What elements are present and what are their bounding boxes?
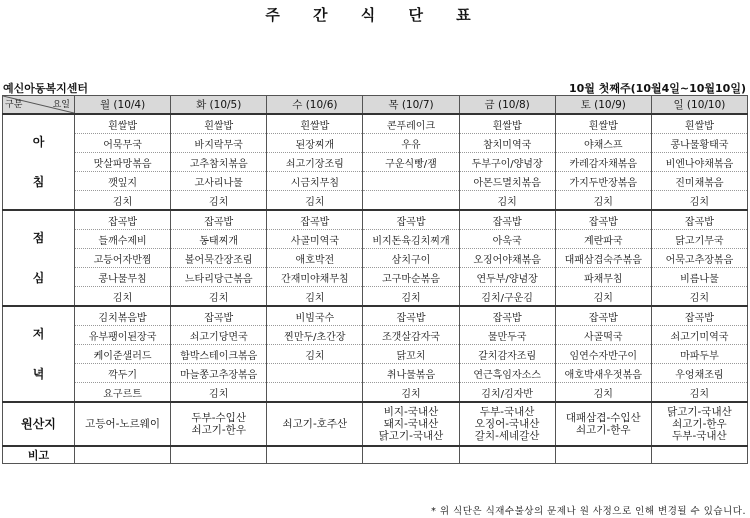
table-row xyxy=(3,114,748,134)
menu-item: 깍두기 xyxy=(75,364,171,383)
origin-label: 원산지 xyxy=(3,402,75,446)
meal-label-char: 점 xyxy=(32,231,45,245)
menu-item: 물만두국 xyxy=(459,326,555,345)
weekly-menu-table xyxy=(2,95,748,464)
table-row xyxy=(3,153,748,172)
menu-item: 비빔국수 xyxy=(267,306,363,326)
menu-item: 어묵무국 xyxy=(75,134,171,153)
note-cell xyxy=(363,446,459,464)
menu-item: 취나물볶음 xyxy=(363,364,459,383)
day-header: 화 (10/5) xyxy=(171,96,267,115)
menu-item: 콩나물황태국 xyxy=(651,134,747,153)
table-row xyxy=(3,172,748,191)
menu-item: 잡곡밥 xyxy=(171,210,267,230)
menu-item: 고추참치볶음 xyxy=(171,153,267,172)
menu-item: 들깨수제비 xyxy=(75,230,171,249)
menu-item: 김치 xyxy=(555,191,651,211)
footnote: * 위 식단은 식재수불상의 문제나 원 사정으로 인해 변경될 수 있습니다. xyxy=(431,506,746,517)
menu-item: 잡곡밥 xyxy=(651,210,747,230)
menu-item: 김치 xyxy=(363,383,459,403)
note-cell xyxy=(75,446,171,464)
menu-item: 콩나물무침 xyxy=(75,268,171,287)
note-cell xyxy=(171,446,267,464)
menu-item: 시금치무침 xyxy=(267,172,363,191)
menu-item: 고사리나물 xyxy=(171,172,267,191)
menu-item xyxy=(363,172,459,191)
menu-item: 고등어자반찜 xyxy=(75,249,171,268)
corner-cell xyxy=(3,96,75,115)
menu-item: 케이준샐러드 xyxy=(75,345,171,364)
origin-cell xyxy=(459,402,555,446)
menu-item: 김치 xyxy=(651,191,747,211)
menu-item: 오징어야채볶음 xyxy=(459,249,555,268)
meal-label xyxy=(3,210,75,306)
origin-row xyxy=(3,402,748,446)
menu-item: 조갯살감자국 xyxy=(363,326,459,345)
origin-line: 대패삼겹-수입산 xyxy=(565,412,641,424)
origin-line: 닭고기-국내산 xyxy=(667,406,732,418)
table-row xyxy=(3,249,748,268)
origin-line: 오징어-국내산 xyxy=(474,418,540,430)
origin-line: 쇠고기-한우 xyxy=(672,418,727,430)
menu-item: 어묵고추장볶음 xyxy=(651,249,747,268)
origin-line: 두부-수입산 xyxy=(191,412,246,424)
menu-item: 마파두부 xyxy=(651,345,747,364)
meal-label-char: 저 xyxy=(32,327,45,341)
menu-item: 삼치구이 xyxy=(363,249,459,268)
menu-item: 김치 xyxy=(267,191,363,211)
meal-label-char: 심 xyxy=(32,271,45,285)
menu-item: 가지두반장볶음 xyxy=(555,172,651,191)
menu-item: 볼어묵간장조림 xyxy=(171,249,267,268)
meal-label xyxy=(3,306,75,402)
menu-item: 애호박전 xyxy=(267,249,363,268)
origin-line: 닭고기-국내산 xyxy=(378,430,444,442)
menu-item: 고구마순볶음 xyxy=(363,268,459,287)
menu-item: 닭고기무국 xyxy=(651,230,747,249)
menu-item: 사골미역국 xyxy=(267,230,363,249)
table-header-row xyxy=(3,96,748,115)
corner-right-label: 요일 xyxy=(52,100,70,110)
menu-item: 우엉채조림 xyxy=(651,364,747,383)
table-row xyxy=(3,364,748,383)
origin-line: 고등어-노르웨이 xyxy=(85,418,160,430)
menu-item: 동태찌개 xyxy=(171,230,267,249)
menu-item xyxy=(267,364,363,383)
menu-item xyxy=(267,383,363,403)
note-cell xyxy=(459,446,555,464)
menu-item: 김치 xyxy=(171,191,267,211)
table-row xyxy=(3,306,748,326)
menu-item: 연두부/양념장 xyxy=(459,268,555,287)
menu-item: 김치 xyxy=(363,287,459,307)
menu-item: 잡곡밥 xyxy=(459,210,555,230)
table-row xyxy=(3,210,748,230)
day-header: 일 (10/10) xyxy=(651,96,747,115)
menu-item: 마늘쫑고추장볶음 xyxy=(171,364,267,383)
menu-item: 김치 xyxy=(75,287,171,307)
menu-item: 쇠고기미역국 xyxy=(651,326,747,345)
menu-item: 흰쌀밥 xyxy=(459,114,555,134)
day-header: 토 (10/9) xyxy=(555,96,651,115)
menu-item: 구운식빵/잼 xyxy=(363,153,459,172)
menu-item xyxy=(363,191,459,211)
note-row xyxy=(3,446,748,464)
table-row xyxy=(3,326,748,345)
menu-item: 김치 xyxy=(171,383,267,403)
menu-item: 잡곡밥 xyxy=(651,306,747,326)
origin-line: 두부-국내산 xyxy=(479,406,535,418)
note-label: 비고 xyxy=(3,446,75,464)
corner-left-label: 구분 xyxy=(5,100,23,110)
table-row xyxy=(3,230,748,249)
menu-item: 진미채볶음 xyxy=(651,172,747,191)
menu-item: 바지락무국 xyxy=(171,134,267,153)
menu-item: 김치 xyxy=(651,287,747,307)
meal-label-char: 녁 xyxy=(32,367,45,381)
menu-item: 김치/구운김 xyxy=(459,287,555,307)
menu-item: 계란파국 xyxy=(555,230,651,249)
menu-item: 사골떡국 xyxy=(555,326,651,345)
menu-item: 잡곡밥 xyxy=(267,210,363,230)
menu-item: 김치 xyxy=(651,383,747,403)
menu-item: 잡곡밥 xyxy=(555,210,651,230)
menu-item: 잡곡밥 xyxy=(363,210,459,230)
menu-item: 깻잎지 xyxy=(75,172,171,191)
table-row xyxy=(3,268,748,287)
menu-item: 임연수자반구이 xyxy=(555,345,651,364)
menu-item: 잡곡밥 xyxy=(171,306,267,326)
menu-item: 두부구이/양념장 xyxy=(459,153,555,172)
menu-item: 된장찌개 xyxy=(267,134,363,153)
menu-item: 찐만두/초간장 xyxy=(267,326,363,345)
day-header: 월 (10/4) xyxy=(75,96,171,115)
menu-item: 흰쌀밥 xyxy=(171,114,267,134)
menu-item: 야채스프 xyxy=(555,134,651,153)
menu-item: 닭꼬치 xyxy=(363,345,459,364)
origin-line: 돼지-국내산 xyxy=(383,418,439,430)
menu-item: 간재미야채무침 xyxy=(267,268,363,287)
menu-item: 느타리당근볶음 xyxy=(171,268,267,287)
table-row xyxy=(3,287,748,307)
origin-cell xyxy=(267,402,363,446)
menu-item: 요구르트 xyxy=(75,383,171,403)
menu-item: 유부팽이된장국 xyxy=(75,326,171,345)
origin-cell xyxy=(555,402,651,446)
menu-item: 김치 xyxy=(555,383,651,403)
menu-item: 김치 xyxy=(267,345,363,364)
menu-item: 쇠고기장조림 xyxy=(267,153,363,172)
menu-item: 흰쌀밥 xyxy=(75,114,171,134)
menu-item: 갈치감자조림 xyxy=(459,345,555,364)
week-label: 10월 첫째주(10월4일~10월10일) xyxy=(569,82,746,95)
origin-line: 쇠고기-호주산 xyxy=(282,418,348,430)
menu-item: 김치볶음밥 xyxy=(75,306,171,326)
menu-item: 우유 xyxy=(363,134,459,153)
menu-item: 흰쌀밥 xyxy=(555,114,651,134)
note-cell xyxy=(555,446,651,464)
page-title: 주 간 식 단 표 xyxy=(265,6,485,24)
menu-item: 김치 xyxy=(459,191,555,211)
origin-cell xyxy=(75,402,171,446)
meal-label-char: 침 xyxy=(32,175,45,189)
origin-line: 쇠고기-한우 xyxy=(191,424,246,436)
menu-item: 잡곡밥 xyxy=(363,306,459,326)
origin-line: 갈치-세네갈산 xyxy=(474,430,540,442)
menu-item: 잡곡밥 xyxy=(75,210,171,230)
menu-item: 쇠고기당면국 xyxy=(171,326,267,345)
menu-item: 잡곡밥 xyxy=(459,306,555,326)
day-header: 목 (10/7) xyxy=(363,96,459,115)
menu-item: 아욱국 xyxy=(459,230,555,249)
origin-line: 비지-국내산 xyxy=(383,406,439,418)
menu-item: 김치 xyxy=(267,287,363,307)
origin-cell xyxy=(651,402,747,446)
meal-label-char: 아 xyxy=(32,135,45,149)
origin-cell xyxy=(363,402,459,446)
menu-item: 비름나물 xyxy=(651,268,747,287)
menu-item: 잡곡밥 xyxy=(555,306,651,326)
table-row xyxy=(3,134,748,153)
table-row xyxy=(3,383,748,403)
menu-item: 흰쌀밥 xyxy=(267,114,363,134)
origin-cell xyxy=(171,402,267,446)
menu-item: 참치미역국 xyxy=(459,134,555,153)
meal-label xyxy=(3,114,75,210)
day-header: 금 (10/8) xyxy=(459,96,555,115)
menu-item: 맛살파망볶음 xyxy=(75,153,171,172)
menu-item: 김치 xyxy=(75,191,171,211)
menu-item: 애호박새우젓볶음 xyxy=(555,364,651,383)
menu-item: 흰쌀밥 xyxy=(651,114,747,134)
note-cell xyxy=(267,446,363,464)
menu-item: 콘푸레이크 xyxy=(363,114,459,134)
origin-line: 두부-국내산 xyxy=(672,430,727,442)
table-row xyxy=(3,345,748,364)
menu-item: 비지돈육김치찌개 xyxy=(363,230,459,249)
table-row xyxy=(3,191,748,211)
note-cell xyxy=(651,446,747,464)
menu-item: 파채무침 xyxy=(555,268,651,287)
day-header: 수 (10/6) xyxy=(267,96,363,115)
center-name: 예신아동복지센터 xyxy=(3,82,89,95)
menu-item: 김치 xyxy=(171,287,267,307)
menu-item: 함박스테이크볶음 xyxy=(171,345,267,364)
origin-line: 쇠고기-한우 xyxy=(576,424,631,436)
menu-item: 연근흑임자소스 xyxy=(459,364,555,383)
menu-item: 비엔나야채볶음 xyxy=(651,153,747,172)
menu-item: 대패삼겹숙주볶음 xyxy=(555,249,651,268)
menu-item: 김치/김자반 xyxy=(459,383,555,403)
menu-item: 카레감자채볶음 xyxy=(555,153,651,172)
menu-item: 아몬드멸치볶음 xyxy=(459,172,555,191)
menu-item: 김치 xyxy=(555,287,651,307)
